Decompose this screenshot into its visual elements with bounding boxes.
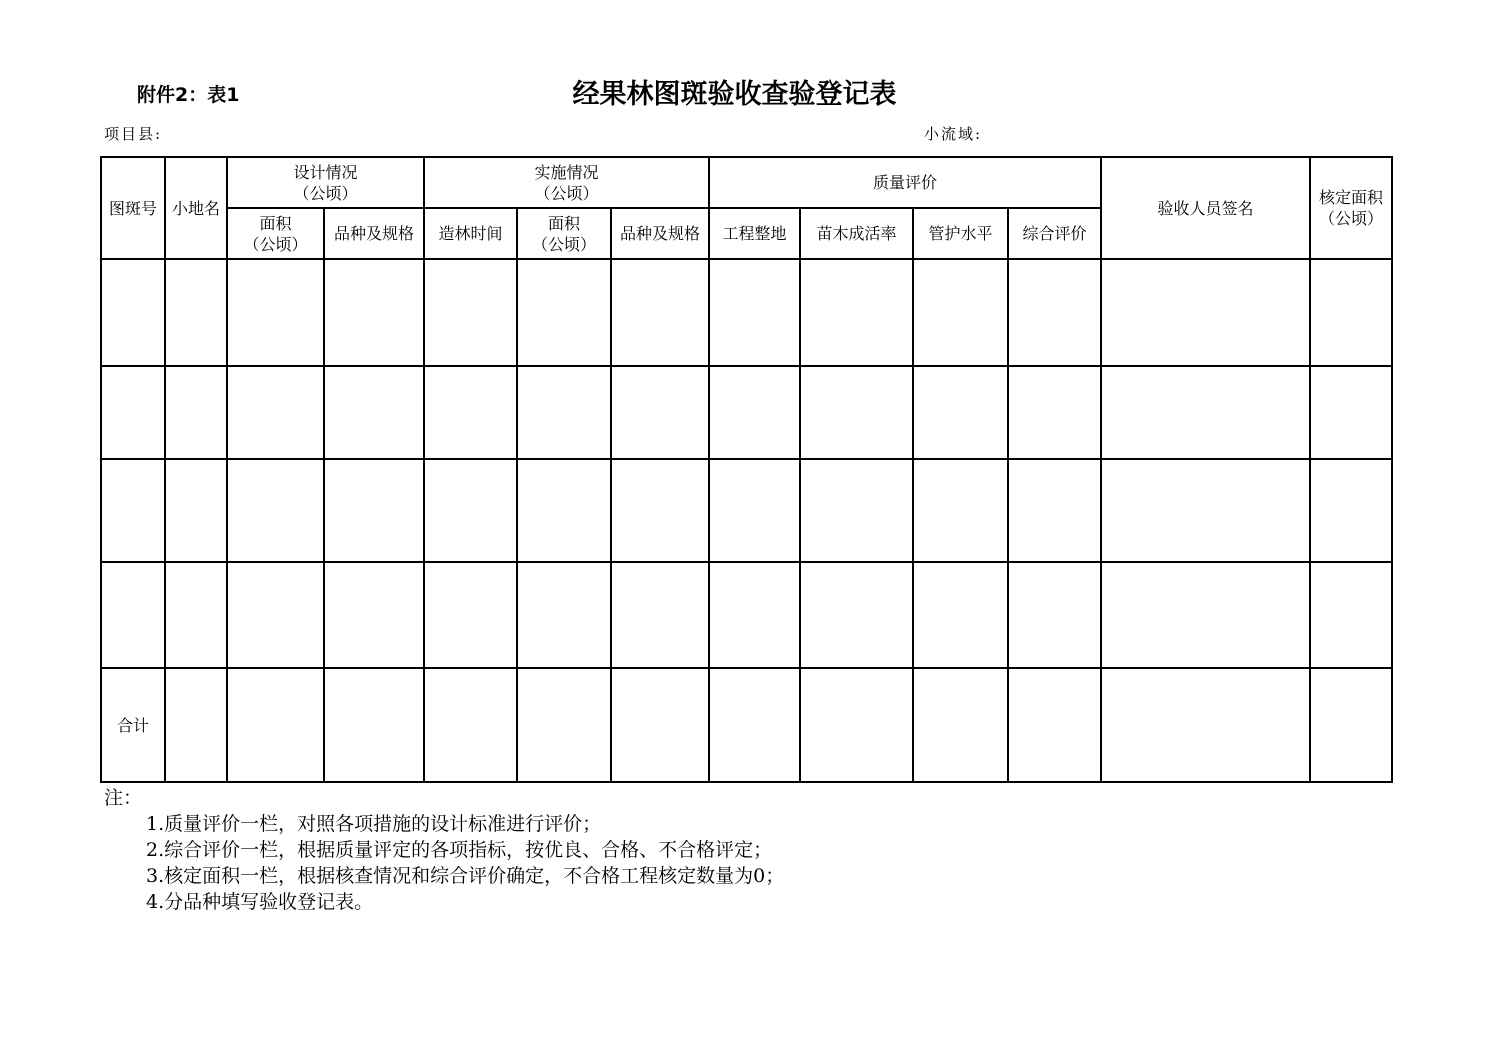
design-group-unit: （公顷） — [293, 183, 358, 203]
total-label: 合计 — [101, 668, 165, 782]
table-cell[interactable] — [227, 459, 324, 562]
table-cell[interactable] — [611, 366, 709, 459]
table-cell[interactable] — [424, 459, 517, 562]
header-impl-species: 品种及规格 — [611, 208, 709, 259]
table-cell[interactable] — [1310, 459, 1392, 562]
table-row — [101, 562, 1392, 668]
table-cell[interactable] — [1101, 668, 1310, 782]
header-site-preparation: 工程整地 — [709, 208, 800, 259]
table-cell[interactable] — [517, 668, 611, 782]
table-cell[interactable] — [227, 366, 324, 459]
table-cell[interactable] — [101, 366, 165, 459]
table-cell[interactable] — [1101, 459, 1310, 562]
table-cell[interactable] — [424, 668, 517, 782]
table-cell[interactable] — [611, 259, 709, 366]
table-cell[interactable] — [1310, 259, 1392, 366]
table-cell[interactable] — [517, 459, 611, 562]
design-area-unit: （公顷） — [243, 234, 308, 254]
table-cell[interactable] — [913, 459, 1008, 562]
page-title — [0, 72, 1491, 111]
table-cell[interactable] — [1310, 366, 1392, 459]
table-cell[interactable] — [324, 259, 424, 366]
table-cell[interactable] — [611, 562, 709, 668]
table-cell[interactable] — [913, 668, 1008, 782]
impl-group-title: 实施情况 — [534, 162, 599, 182]
table-row — [101, 259, 1392, 366]
header-design-species: 品种及规格 — [324, 208, 424, 259]
table-cell[interactable] — [913, 562, 1008, 668]
table-cell[interactable] — [101, 259, 165, 366]
county-label: 项目县: — [104, 125, 163, 143]
header-survival-rate: 苗木成活率 — [800, 208, 913, 259]
table-cell[interactable] — [611, 459, 709, 562]
header-design-area — [227, 208, 324, 259]
verified-area-title: 核定面积 — [1319, 188, 1384, 207]
note-item-4: 4.分品种填写验收登记表。 — [146, 891, 374, 913]
header-design-group — [227, 157, 424, 208]
table-cell[interactable] — [709, 366, 800, 459]
table-cell[interactable] — [227, 259, 324, 366]
table-cell[interactable] — [709, 259, 800, 366]
table-cell[interactable] — [1101, 562, 1310, 668]
table-cell[interactable] — [424, 562, 517, 668]
table-row — [101, 459, 1392, 562]
table-cell[interactable] — [165, 562, 227, 668]
table-cell[interactable] — [101, 459, 165, 562]
total-row — [101, 668, 1392, 782]
table-cell[interactable] — [165, 668, 227, 782]
header-implementation-group — [424, 157, 709, 208]
header-planting-time: 造林时间 — [424, 208, 517, 259]
table-cell[interactable] — [324, 562, 424, 668]
table-cell[interactable] — [1101, 259, 1310, 366]
table-row — [101, 366, 1392, 459]
table-cell[interactable] — [1310, 562, 1392, 668]
design-area-title: 面积 — [259, 213, 292, 233]
header-patch-no: 图斑号 — [101, 157, 165, 259]
table-cell[interactable] — [227, 668, 324, 782]
verified-area-unit: （公顷） — [1319, 209, 1384, 228]
table-cell[interactable] — [913, 366, 1008, 459]
table-cell[interactable] — [227, 562, 324, 668]
registration-table — [100, 156, 1393, 783]
table-cell[interactable] — [1101, 366, 1310, 459]
table-cell[interactable] — [165, 259, 227, 366]
table-cell[interactable] — [424, 259, 517, 366]
impl-area-unit: （公顷） — [532, 234, 597, 254]
header-quality-group: 质量评价 — [709, 157, 1101, 208]
table-cell[interactable] — [800, 366, 913, 459]
table-cell[interactable] — [517, 366, 611, 459]
table-cell[interactable] — [709, 668, 800, 782]
notes-heading: 注： — [104, 787, 143, 809]
table-cell[interactable] — [517, 562, 611, 668]
table-cell[interactable] — [324, 366, 424, 459]
table-cell[interactable] — [800, 459, 913, 562]
impl-area-title: 面积 — [548, 213, 581, 233]
table-cell[interactable] — [800, 259, 913, 366]
page-title-text: 经果林图斑验收查验登记表 — [572, 79, 897, 110]
notes-section — [104, 785, 784, 915]
table-cell[interactable] — [165, 459, 227, 562]
table-cell[interactable] — [611, 668, 709, 782]
basin-label: 小流域: — [924, 125, 983, 143]
note-item-3: 3.核定面积一栏，根据核查情况和综合评价确定，不合格工程核定数量为0； — [146, 865, 785, 887]
header-management-level: 管护水平 — [913, 208, 1008, 259]
table-cell[interactable] — [1008, 259, 1101, 366]
impl-group-unit: （公顷） — [534, 183, 599, 203]
table-cell[interactable] — [1008, 668, 1101, 782]
table-cell[interactable] — [165, 366, 227, 459]
table-cell[interactable] — [800, 668, 913, 782]
table-cell[interactable] — [709, 562, 800, 668]
table-cell[interactable] — [1008, 366, 1101, 459]
table-cell[interactable] — [1008, 562, 1101, 668]
note-item-2: 2.综合评价一栏，根据质量评定的各项指标，按优良、合格、不合格评定； — [146, 839, 773, 861]
design-group-title: 设计情况 — [293, 162, 358, 182]
table-cell[interactable] — [800, 562, 913, 668]
table-cell[interactable] — [709, 459, 800, 562]
header-overall-rating: 综合评价 — [1008, 208, 1101, 259]
table-cell[interactable] — [324, 668, 424, 782]
table-cell[interactable] — [101, 562, 165, 668]
header-signature: 验收人员签名 — [1101, 157, 1310, 259]
table-cell[interactable] — [517, 259, 611, 366]
table-cell[interactable] — [424, 366, 517, 459]
header-impl-area — [517, 208, 611, 259]
header-place-name: 小地名 — [165, 157, 227, 259]
table-cell[interactable] — [913, 259, 1008, 366]
table-cell[interactable] — [1310, 668, 1392, 782]
table-cell[interactable] — [1008, 459, 1101, 562]
attachment-label: 附件2：表1 — [137, 84, 240, 106]
table-cell[interactable] — [324, 459, 424, 562]
note-item-1: 1.质量评价一栏，对照各项措施的设计标准进行评价； — [146, 813, 602, 835]
header-verified-area — [1310, 157, 1392, 259]
